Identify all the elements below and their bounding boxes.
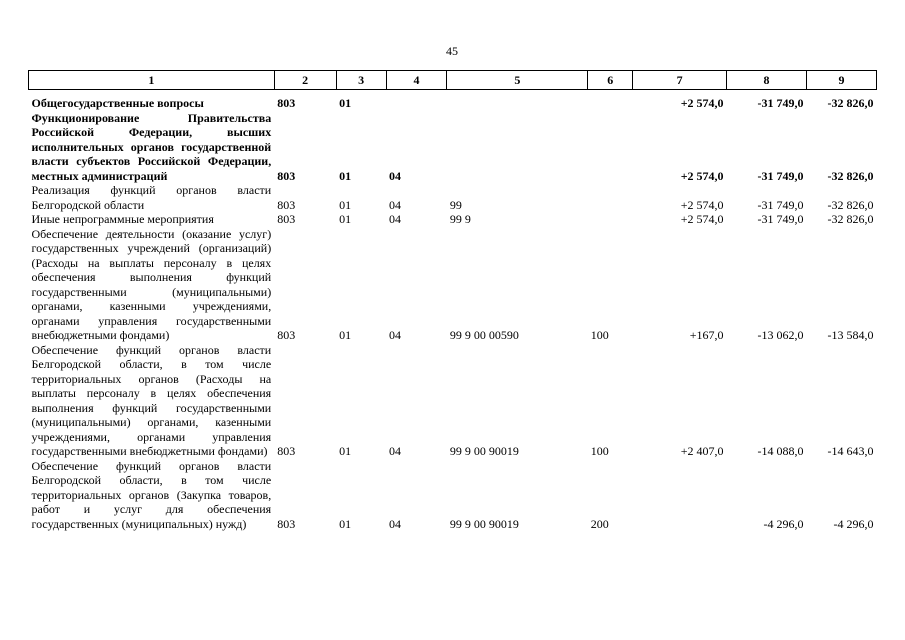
row-subsection-code: 04 — [389, 328, 402, 342]
row-amount-9: -14 643,0 — [827, 444, 874, 458]
row-expense-type: 100 — [590, 444, 609, 458]
table-row — [29, 212, 877, 227]
row-name: Общегосударственные вопросы — [31, 96, 204, 110]
header-col-1: 1 — [29, 71, 275, 90]
row-expense-type: 100 — [590, 328, 609, 342]
row-target-code: 99 9 — [449, 212, 471, 226]
row-name: Реализация функций органов власти Белгородской области — [31, 183, 272, 212]
row-ministry-code: 803 — [277, 444, 296, 458]
row-section-code: 01 — [339, 328, 352, 342]
row-amount-9: -32 826,0 — [827, 96, 874, 110]
row-amount-8: -31 749,0 — [757, 96, 804, 110]
row-amount-7: +2 574,0 — [680, 212, 724, 226]
row-subsection-code: 04 — [389, 516, 402, 531]
row-expense-type — [588, 183, 633, 212]
table-row — [29, 459, 877, 532]
budget-table — [28, 70, 877, 531]
row-subsection-code: 04 — [389, 197, 402, 212]
table-row — [29, 183, 877, 212]
row-name: Обеспечение функций органов власти Белгородской области, в том числе территориальных органов (Расходы на выплаты персоналу в целях обеспечения выполнения функций государственными (муниципальными) органами, казенными учреждениями, органами управления государственными внебюджетными фондами) — [31, 342, 272, 458]
header-col-4: 4 — [386, 71, 447, 90]
header-col-8: 8 — [727, 71, 807, 90]
table-row — [29, 96, 877, 111]
row-name: Обеспечение функций органов власти Белгородской области, в том числе территориальных органов (Закупка товаров, работ и услуг для обеспечения государственных (муниципальных) нужд) — [31, 458, 272, 531]
row-section-code: 01 — [339, 96, 352, 110]
row-ministry-code: 803 — [277, 212, 296, 226]
row-name: Обеспечение деятельности (оказание услуг) государственных учреждений (организаций) (Расходы на выплаты персоналу в целях обеспечения выполнения функций государственными (муниципальными) органами, казенными учреждениями, органами управления государственными внебюджетными фондами) — [31, 226, 272, 342]
header-col-5: 5 — [447, 71, 588, 90]
header-col-6: 6 — [588, 71, 633, 90]
row-amount-7: +2 574,0 — [680, 168, 724, 183]
table-row — [29, 343, 877, 459]
row-amount-8: -31 749,0 — [757, 212, 804, 226]
row-amount-7: +2 574,0 — [680, 197, 724, 212]
header-col-7: 7 — [633, 71, 727, 90]
header-row — [29, 71, 877, 90]
row-ministry-code: 803 — [277, 96, 296, 110]
row-expense-type — [588, 111, 633, 184]
row-target-code — [447, 111, 588, 184]
row-ministry-code: 803 — [277, 328, 296, 342]
row-expense-type — [588, 96, 633, 111]
row-expense-type — [588, 212, 633, 227]
row-section-code: 01 — [339, 168, 352, 183]
row-section-code: 01 — [339, 444, 352, 458]
row-amount-8: -31 749,0 — [757, 168, 804, 183]
row-target-code: 99 — [449, 197, 462, 212]
row-target-code: 99 9 00 00590 — [449, 328, 519, 342]
row-expense-type: 200 — [590, 516, 609, 531]
header-col-9: 9 — [806, 71, 876, 90]
row-amount-9: -32 826,0 — [827, 197, 874, 212]
row-amount-9: -32 826,0 — [827, 212, 874, 226]
row-section-code: 01 — [339, 197, 352, 212]
row-amount-7 — [633, 459, 727, 532]
row-section-code: 01 — [339, 516, 352, 531]
row-name: Функционирование Правительства Российской Федерации, высших исполнительных органов государственной власти субъектов Российской Федерации, местных администраций — [31, 110, 272, 183]
table-row — [29, 111, 877, 184]
row-name: Иные непрограммные мероприятия — [31, 212, 214, 226]
row-ministry-code: 803 — [277, 197, 296, 212]
page-number: 45 — [446, 44, 458, 58]
row-section-code: 01 — [339, 212, 352, 226]
header-col-2: 2 — [274, 71, 336, 90]
row-subsection-code: 04 — [389, 444, 402, 458]
row-amount-7: +2 407,0 — [680, 444, 724, 458]
row-ministry-code: 803 — [277, 516, 296, 531]
header-col-3: 3 — [336, 71, 386, 90]
row-target-code — [447, 96, 588, 111]
table-row — [29, 227, 877, 343]
row-ministry-code: 803 — [277, 168, 296, 183]
row-amount-9: -32 826,0 — [827, 168, 874, 183]
row-target-code: 99 9 00 90019 — [449, 516, 519, 531]
row-amount-9: -13 584,0 — [827, 328, 874, 342]
row-subsection-code: 04 — [389, 168, 402, 183]
row-amount-8: -31 749,0 — [757, 197, 804, 212]
row-amount-7: +2 574,0 — [680, 96, 724, 110]
row-target-code: 99 9 00 90019 — [449, 444, 519, 458]
row-subsection-code — [386, 96, 447, 111]
row-amount-8: -13 062,0 — [757, 328, 804, 342]
row-amount-8: -14 088,0 — [757, 444, 804, 458]
row-amount-8: -4 296,0 — [763, 516, 804, 531]
row-amount-9: -4 296,0 — [833, 516, 874, 531]
row-subsection-code: 04 — [389, 212, 402, 226]
row-amount-7: +167,0 — [689, 328, 724, 342]
